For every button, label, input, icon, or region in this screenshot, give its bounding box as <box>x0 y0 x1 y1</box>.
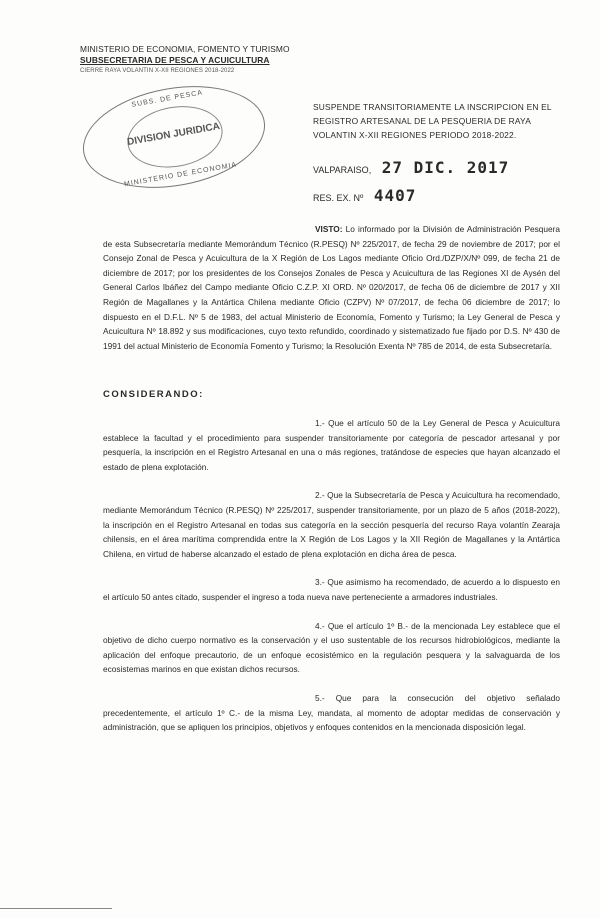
ministry-name: MINISTERIO DE ECONOMIA, FOMENTO Y TURISMO <box>80 44 290 54</box>
visto-paragraph <box>103 222 560 353</box>
official-seal-stamp <box>75 73 273 201</box>
issue-date: 27 DIC. 2017 <box>381 158 510 177</box>
footer-divider <box>0 908 112 909</box>
stamp-center-text: DIVISION JURIDICA <box>126 120 221 149</box>
considerando-paragraph-2: 2.- Que la Subsecretaría de Pesca y Acuicultura ha recomendado, mediante Memorándum Técnico (R.PESQ) Nº 225/2017, suspender transitoriamente, por un plazo de 5 años (2018-2022), la inscripción en el Registro Artesanal en todas sus categoría en la sección pesquería del recurso Raya volantín Zearaja chilensis, en el área marítima comprendida entre la X Región de Los Lagos y la XII Región de Magallanes y la Antártica Chilena, en virtud de haberse alcanzado el estado de plena explotación en dicha área de pesca. <box>103 490 560 559</box>
letterhead <box>80 44 290 77</box>
considerando-paragraph-1: 1.- Que el artículo 50 de la Ley General de Pesca y Acuicultura establece la facultad y el procedimiento para suspender transitoriamente por categoría de pescador artesanal y por pesquería, la inscripción en el Registro Artesanal en una o más regiones, tratándose de especies que hayan alcanzado el estado de plena explotación. <box>103 418 560 472</box>
visto-label: VISTO: <box>315 224 343 234</box>
considerando-paragraph-4: 4.- Que el artículo 1º B.- de la mencionada Ley establece que el objetivo de dicho cuerpo normativo es la conservación y el uso sustentable de los recursos hidrobiológicos, mediante la aplicación del enfoque precautorio, de un enfoque ecosistémico en la regulación pesquera y la salvaguarda de los ecosistemas marinos en que existan dichos recursos. <box>103 620 560 675</box>
considerando-heading: CONSIDERANDO: <box>103 389 204 400</box>
place-label: VALPARAISO, <box>313 165 372 175</box>
stamp-top-text: SUBS. DE PESCA <box>131 89 204 109</box>
resolution-number-label: RES. EX. Nº <box>313 193 364 203</box>
considerando-paragraph-5: 5.- Que para la consecución del objetivo señalado precedentemente, el artículo 1º C.- de la misma Ley, mandata, al momento de adoptar medidas de conservación y administración, que se apliquen los principios, objetivos y enfoques contenidos en la mencionada disposición legal. <box>103 692 560 733</box>
subsecretaria-name: SUBSECRETARIA DE PESCA Y ACUICULTURA <box>80 55 270 65</box>
considerando-section <box>103 416 560 749</box>
resolution-number-line <box>313 186 416 205</box>
document-reference: CIERRE RAYA VOLANTIN X-XII REGIONES 2018-2022 <box>80 68 235 74</box>
visto-section <box>103 222 560 367</box>
stamp-bottom-text: MINISTERIO DE ECONOMIA <box>123 161 238 189</box>
place-date-line <box>313 158 509 177</box>
visto-text: Lo informado por la División de Administración Pesquera de esta Subsecretaría mediante Memorándum Técnico (R.PESQ) Nº 225/2017, de fecha 29 de noviembre de 2017; por el Consejo Zonal de Pesca y Acuicultura de la X Región de Los Lagos mediante Oficio Ord./DZP/X/Nº 099, de fecha 21 de diciembre de 2017; por los presidentes de los Consejos Zonales de Pesca y Acuicultura de las Regiones XI de Aysén del General Carlos Ibáñez del Campo mediante Oficio C.Z.P. XI ORD. Nº 020/2017, de fecha 06 de diciembre de 2017 y XII Región de Magallanes y la Antártica Chilena mediante Oficio (CZPV) Nº 07/2017, de fecha 06 diciembre de 2017; lo dispuesto en el D.F.L. Nº 5 de 1983, del actual Ministerio de Economía, Fomento y Turismo; la Ley General de Pesca y Acuicultura Nº 18.892 y sus modificaciones, cuyo texto refundido, coordinado y sistematizado fue fijado por D.S. Nº 430 de 1991 del actual Ministerio de Economía Fomento y Turismo; la Resolución Exenta Nº 785 de 2014, de esta Subsecretaría. <box>103 224 560 351</box>
considerando-paragraph-3: 3.- Que asimismo ha recomendado, de acuerdo a lo dispuesto en el artículo 50 antes citado, suspender el ingreso a toda nueva nave perteneciente a armadores industriales. <box>103 577 560 602</box>
resolution-subject: SUSPENDE TRANSITORIAMENTE LA INSCRIPCION EN EL REGISTRO ARTESANAL DE LA PESQUERIA DE RAYA VOLANTIN X-XII REGIONES PERIODO 2018-2022. <box>313 102 552 140</box>
resolution-number: 4407 <box>373 186 417 205</box>
